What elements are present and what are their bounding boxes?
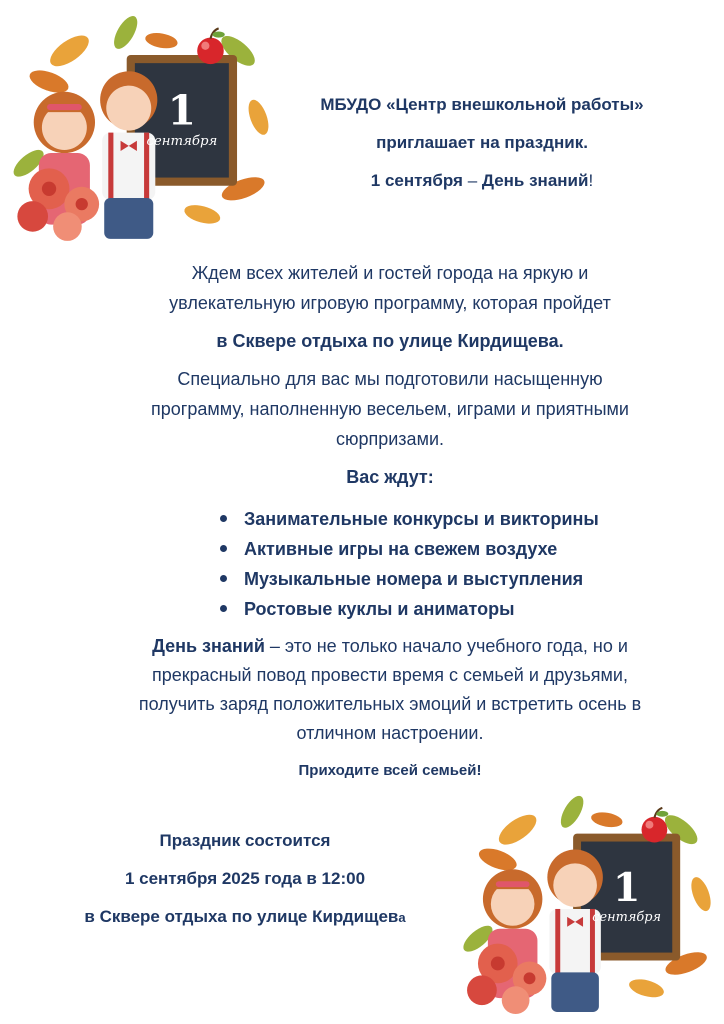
holiday-line [262,162,702,200]
header [262,86,702,200]
list-item [216,564,599,594]
board-word: сентября [146,133,218,149]
list-item [216,504,599,534]
bullet-icon [220,545,227,552]
bullet-icon [220,605,227,612]
list-item-text: Занимательные конкурсы и викторины [244,509,599,529]
closing-line: получить заряд положительных эмоций и встретить осень в [138,694,642,714]
event-details [40,822,450,936]
event-venue-main: в Сквере отдыха по улице Кирдищев [84,907,399,926]
activities-list [216,504,599,624]
school-children-illustration-bottom [456,790,718,1018]
board-word: сентября [592,909,661,925]
await-heading: Вас ждут: [346,467,434,487]
closing-rest: – это не только начало учебного года, но и [264,636,628,656]
closing-line: отличном настроении. [296,723,484,743]
list-item [216,534,599,564]
list-item-text: Музыкальные номера и выступления [244,569,584,589]
invite-line: приглашает на праздник. [376,133,588,152]
event-heading: Праздник состоится [159,831,331,850]
holiday-date: 1 сентября [370,171,463,190]
body-line: Ждем всех жителей и гостей города на яркую и [191,263,589,283]
board-number: 1 [167,86,197,135]
org-name: МБУДО «Центр внешкольной работы» [320,95,644,114]
event-datetime: 1 сентября 2025 года в 12:00 [124,869,366,888]
body-line: сюрпризами. [335,429,445,449]
event-venue [40,898,450,936]
board-number: 1 [612,865,641,912]
list-item-text: Активные игры на свежем воздухе [244,539,558,559]
list-item-text: Ростовые куклы и аниматоры [244,599,515,619]
venue-line: в Сквере отдыха по улице Кирдищева. [216,331,564,351]
event-venue-last: а [398,910,406,925]
bullet-icon [220,575,227,582]
list-item [216,594,599,624]
body-line: Специально для вас мы подготовили насыщенную [177,369,603,389]
closing-line [90,632,690,661]
holiday-dash: – [462,171,482,190]
holiday-title: День знаний [481,171,589,190]
come-with-family: Приходите всей семьей! [298,762,482,779]
holiday-exclamation: ! [588,171,594,190]
bullet-icon [220,515,227,522]
closing-line: прекрасный повод провести время с семьей и друзьями, [152,665,628,685]
closing-lead: День знаний [152,636,265,656]
body-text [90,258,690,492]
body-line: увлекательную игровую программу, которая пройдет [169,293,611,313]
school-children-illustration [6,10,276,245]
body-line: программу, наполненную весельем, играми и приятными [151,399,629,419]
closing-paragraph [90,632,690,748]
